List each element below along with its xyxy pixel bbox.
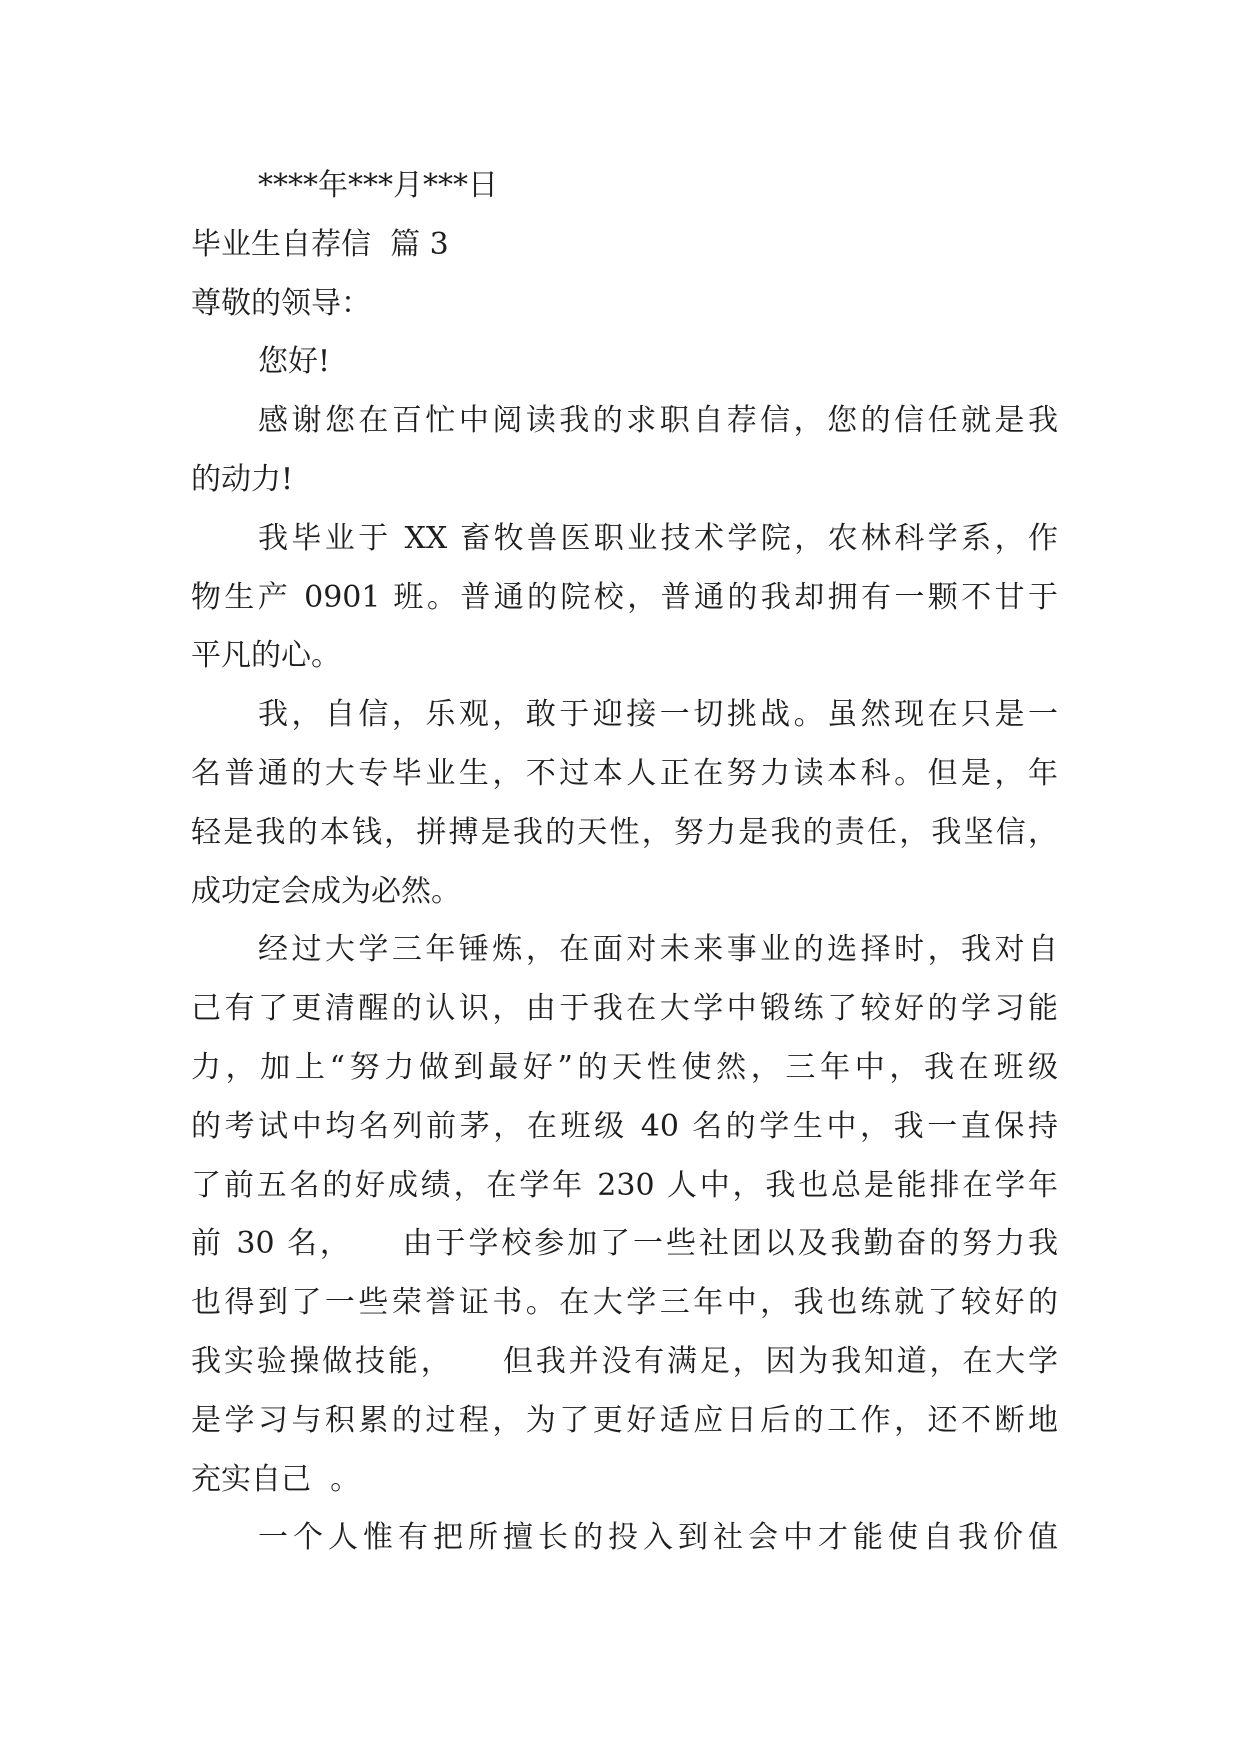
paragraph-line: 轻是我的本钱，拼搏是我的天性，努力是我的责任，我坚信， (191, 814, 1058, 850)
paragraph-line: 了前五名的好成绩，在学年 230 人中，我也总是能排在学年 (191, 1167, 1058, 1203)
paragraph-line: 己有了更清醒的认识，由于我在大学中锻练了较好的学习能 (191, 991, 1058, 1027)
paragraph-line: 充实自己 。 (191, 1461, 361, 1497)
paragraph-line: 物生产 0901 班。普通的院校，普通的我却拥有一颗不甘于 (191, 579, 1058, 615)
letter-title: 毕业生自荐信 篇 3 (191, 226, 449, 262)
paragraph-line: 力，加上“努力做到最好”的天性使然，三年中，我在班级 (191, 1049, 1058, 1085)
paragraph-thanks (191, 392, 1058, 510)
paragraph-line: 经过大学三年锤炼，在面对未来事业的选择时，我对自 (258, 932, 1058, 968)
paragraph-achievements (191, 921, 1058, 1509)
paragraph-personality (191, 686, 1058, 921)
paragraph-line: 我，自信，乐观，敢于迎接一切挑战。虽然现在只是一 (258, 697, 1058, 733)
paragraph-line: 平凡的心。 (191, 638, 341, 674)
paragraph-line: 我实验操做技能， 但我并没有满足，因为我知道，在大学 (191, 1343, 1058, 1379)
document-body (191, 157, 1058, 1568)
greeting: 您好! (258, 344, 331, 380)
date-line: ****年***月***日 (258, 168, 498, 203)
paragraph-value (191, 1509, 1058, 1568)
salutation: 尊敬的领导： (191, 285, 371, 321)
paragraph-line: 我毕业于 XX 畜牧兽医职业技术学院，农林科学系，作 (258, 520, 1058, 556)
paragraph-line: 成功定会成为必然。 (191, 873, 461, 909)
paragraph-line: 的动力! (191, 461, 294, 497)
paragraph-line: 是学习与积累的过程，为了更好适应日后的工作，还不断地 (191, 1402, 1058, 1438)
paragraph-line: 名普通的大专毕业生，不过本人正在努力读本科。但是，年 (191, 755, 1058, 791)
paragraph-line: 一个人惟有把所擅长的投入到社会中才能使自我价值 (258, 1520, 1058, 1556)
paragraph-line: 前 30 名， 由于学校参加了一些社团以及我勤奋的努力我 (191, 1226, 1058, 1262)
paragraph-line: 感谢您在百忙中阅读我的求职自荐信，您的信任就是我 (258, 403, 1058, 439)
paragraph-line: 的考试中均名列前茅，在班级 40 名的学生中，我一直保持 (191, 1108, 1058, 1144)
paragraph-education (191, 510, 1058, 686)
paragraph-line: 也得到了一些荣誉证书。在大学三年中，我也练就了较好的 (191, 1285, 1058, 1321)
